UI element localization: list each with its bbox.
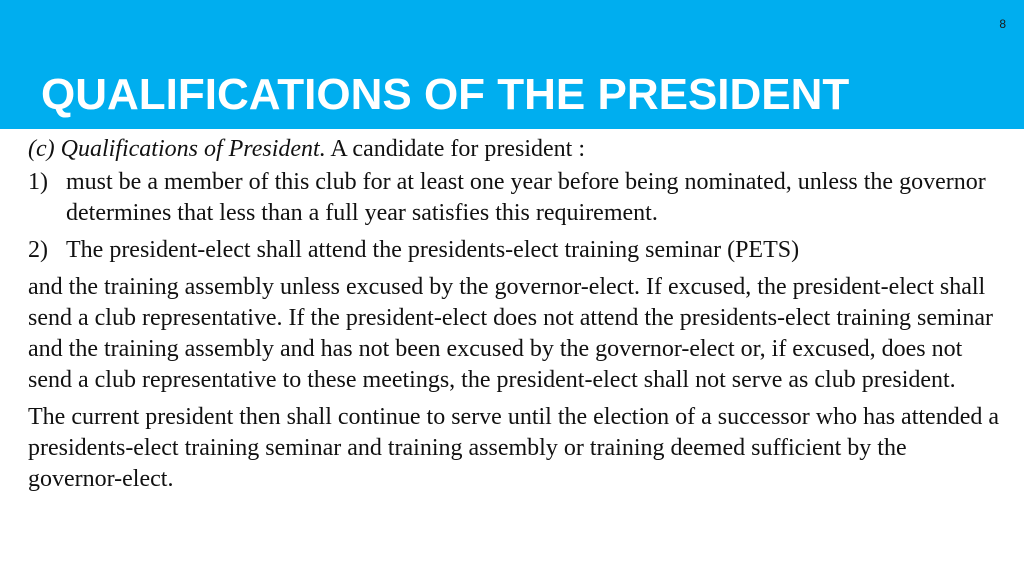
list-item-text: must be a member of this club for at least one year before being nominated, unless the governor determines that less than a full year satisfies this requirement. xyxy=(66,169,986,226)
list-item-text: The president-elect shall attend the presidents-elect training seminar (PETS) xyxy=(66,237,800,263)
intro-label: (c) Qualifications of President. xyxy=(28,136,326,162)
paragraph-training-assembly: and the training assembly unless excused by the governor-elect. If excused, the president-elect shall send a club representative. If the president-elect does not attend the presidents-elect training seminar and the training assembly and has not been excused by the governor-elect or, if excused, does not send a club representative to these meetings, the president-elect shall not serve as club president. xyxy=(28,274,993,393)
intro-text: A candidate for president : xyxy=(325,136,585,162)
slide-body xyxy=(28,134,1003,501)
list-item-2 xyxy=(28,235,1003,266)
list-item-number: 2) xyxy=(28,237,48,263)
page-number: 8 xyxy=(999,17,1006,31)
intro-line xyxy=(28,134,1003,165)
title-banner xyxy=(0,0,1024,129)
slide-title: QUALIFICATIONS OF THE PRESIDENT xyxy=(41,70,850,119)
paragraph-current-president: The current president then shall continue to serve until the election of a successor who has attended a presidents-elect training seminar and training assembly or training deemed sufficient by the governor-elect. xyxy=(28,404,1000,492)
list-item-1 xyxy=(28,167,1003,229)
list-item-number: 1) xyxy=(28,169,48,195)
